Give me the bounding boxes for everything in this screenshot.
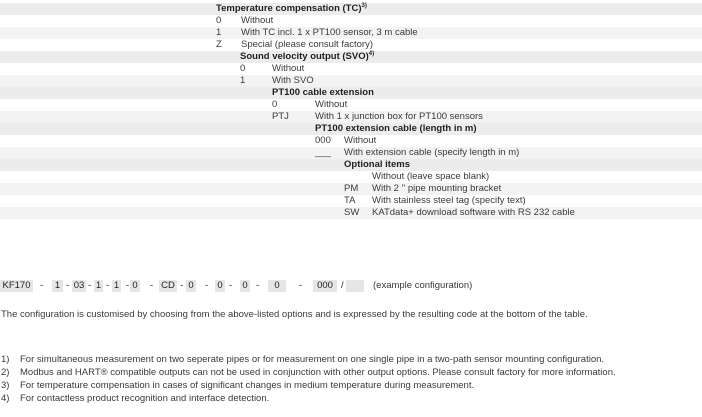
option-row bbox=[0, 75, 702, 87]
config-code-row bbox=[0, 280, 702, 293]
pt100-len-title: PT100 extension cable (length in m) bbox=[315, 123, 477, 134]
config-separator: - bbox=[106, 280, 110, 291]
option-row bbox=[0, 39, 702, 51]
config-separator: - bbox=[66, 280, 70, 291]
option-text: With SVO bbox=[272, 75, 314, 86]
config-code-box: KF170 bbox=[0, 280, 33, 292]
option-text: With extension cable (specify length in m) bbox=[344, 147, 520, 158]
option-row bbox=[0, 195, 702, 207]
option-text: With stainless steel tag (specify text) bbox=[372, 195, 526, 206]
config-code-box: 1 bbox=[113, 280, 120, 291]
option-code: SW bbox=[344, 207, 360, 218]
config-code-box-empty bbox=[346, 280, 364, 292]
pt100-len-header-row bbox=[0, 123, 702, 135]
config-separator: - bbox=[299, 280, 303, 291]
option-text: With 1 x junction box for PT100 sensors bbox=[315, 111, 483, 122]
pt100-ext-title: PT100 cable extension bbox=[272, 87, 374, 98]
config-separator: - bbox=[126, 280, 130, 291]
option-code: 1 bbox=[216, 27, 222, 38]
footnote-number: 1) bbox=[1, 354, 10, 365]
config-separator: - bbox=[229, 280, 233, 291]
footnote-text: For simultaneous measurement on two seperate pipes or for measurement on one single pipe in a two-path sensor mounting configuration. bbox=[20, 354, 605, 365]
option-text: Special (please consult factory) bbox=[241, 39, 374, 50]
footnote-text: For contactless product recognition and interface detection. bbox=[20, 393, 270, 404]
config-code-box: 0 bbox=[130, 280, 140, 292]
option-code: 1 bbox=[240, 75, 246, 86]
option-row bbox=[0, 15, 702, 27]
footnote-text: For temperature compensation in cases of significant changes in medium temperature during measurement. bbox=[20, 380, 475, 391]
option-row bbox=[0, 207, 702, 219]
footnote-text: Modbus and HART® compatible outputs can not be used in conjunction with other output options. Please consult factory for more information. bbox=[20, 367, 616, 378]
footnote-number: 2) bbox=[1, 367, 10, 378]
config-code-box: 03 bbox=[73, 280, 85, 291]
config-separator: / bbox=[341, 280, 344, 291]
optional-title: Optional items bbox=[344, 159, 410, 170]
option-row bbox=[0, 147, 702, 159]
option-text: Without bbox=[241, 15, 274, 26]
config-separator: - bbox=[256, 280, 260, 291]
option-text: Without bbox=[315, 99, 348, 110]
option-row bbox=[0, 27, 702, 39]
pt100-ext-header-row bbox=[0, 87, 702, 99]
tc-header-row bbox=[0, 3, 702, 15]
config-code-box: 0 bbox=[268, 280, 286, 292]
option-code: 0 bbox=[272, 99, 278, 110]
config-separator: - bbox=[88, 280, 92, 291]
footnote-number: 4) bbox=[1, 393, 10, 404]
config-separator: - bbox=[180, 280, 184, 291]
config-code-box: 0 bbox=[215, 280, 225, 292]
tc-title: Temperature compensation (TC)$^{3)}$ bbox=[216, 2, 367, 14]
option-text: Without (leave space blank) bbox=[372, 171, 490, 182]
svo-header-row bbox=[0, 51, 702, 63]
option-text: Without bbox=[344, 135, 377, 146]
config-separator: - bbox=[205, 280, 209, 291]
option-text: Without bbox=[272, 63, 305, 74]
option-row bbox=[0, 111, 702, 123]
option-text: With TC incl. 1 x PT100 sensor, 3 m cable bbox=[241, 27, 418, 38]
option-code: 0 bbox=[240, 63, 246, 74]
config-code-box: 1 bbox=[95, 280, 102, 291]
config-separator: - bbox=[40, 280, 44, 291]
config-separator: - bbox=[150, 280, 154, 291]
option-code: 000 bbox=[315, 135, 331, 146]
example-config-label: (example configuration) bbox=[373, 280, 473, 291]
option-row bbox=[0, 63, 702, 75]
config-code-box: 000 bbox=[313, 280, 337, 292]
option-code: PTJ bbox=[272, 111, 289, 122]
footnote-number: 3) bbox=[1, 380, 10, 391]
option-row bbox=[0, 171, 702, 183]
svo-title: Sound velocity output (SVO)$^{4)}$ bbox=[240, 50, 375, 62]
option-code: ___ bbox=[315, 147, 331, 158]
option-row bbox=[0, 135, 702, 147]
option-code: TA bbox=[344, 195, 356, 206]
config-code-box: CD bbox=[159, 280, 177, 292]
option-row bbox=[0, 99, 702, 111]
config-code-box: 1 bbox=[52, 280, 63, 292]
option-code: 0 bbox=[216, 15, 222, 26]
description-text: The configuration is customised by choosing from the above-listed options and is expressed by the resulting code at the bottom of the table. bbox=[1, 309, 588, 320]
option-text: KATdata+ download software with RS 232 cable bbox=[372, 207, 575, 218]
option-code: PM bbox=[344, 183, 359, 194]
option-row bbox=[0, 183, 702, 195]
optional-header-row bbox=[0, 159, 702, 171]
option-code: Z bbox=[216, 39, 222, 50]
config-code-box: 0 bbox=[240, 280, 250, 292]
config-code-box: 0 bbox=[186, 280, 196, 292]
option-text: With 2 '' pipe mounting bracket bbox=[372, 183, 502, 194]
